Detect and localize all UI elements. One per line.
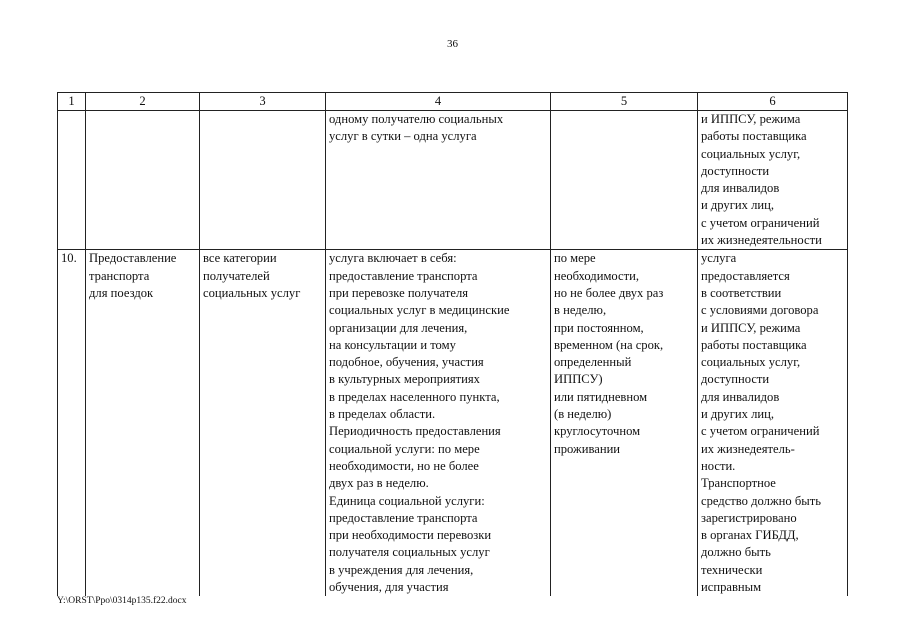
row-number-cell [58, 111, 86, 250]
cell-text-line: Транспортное [701, 476, 776, 491]
cell-text-line: в учреждения для лечения, [329, 562, 474, 577]
cell-text-line: организации для лечения, [329, 320, 468, 335]
cell-text-line: в соответствии [701, 285, 782, 300]
cell-text-line: Единица социальной услуги: [329, 493, 485, 508]
cell-text-line: определенный [554, 355, 632, 370]
page-number: 36 [447, 38, 458, 50]
cell-text-line: обучения, для участия [329, 580, 449, 595]
frequency-cell [551, 250, 698, 596]
cell-text-line: с учетом ограничений [701, 215, 820, 230]
conditions-cell [698, 250, 848, 596]
cell-text-line: социальных услуг в медицинские [329, 303, 510, 318]
services-table [57, 92, 848, 596]
cell-text-line: проживании [554, 441, 621, 456]
cell-text-line: социальной услуги: по мере [329, 441, 480, 456]
cell-text-line: предоставляется [701, 268, 790, 283]
cell-text-line: все категории [203, 251, 277, 266]
cell-text-line: для инвалидов [701, 181, 780, 196]
cell-text-line: получателя социальных услуг [329, 545, 490, 560]
table-row [58, 250, 848, 596]
column-header: 5 [551, 93, 698, 111]
frequency-cell [551, 111, 698, 250]
cell-text-line: средство должно быть [701, 493, 821, 508]
cell-text-line: и ИППСУ, режима [701, 112, 801, 126]
cell-text-line: необходимости, [554, 268, 640, 283]
file-path-footer: Y:\ORST\Ppo\0314p135.f22.docx [57, 596, 187, 606]
cell-text-line: по мере [554, 251, 596, 266]
service-content-cell [326, 250, 551, 596]
cell-text-line: социальных услуг [203, 285, 301, 300]
table-row [58, 111, 848, 250]
cell-text-line: зарегистрировано [701, 510, 797, 525]
cell-text-line: технически [701, 562, 763, 577]
cell-text-line: работы поставщика [701, 129, 807, 144]
cell-text-line: доступности [701, 372, 770, 387]
cell-text-line: социальных услуг, [701, 355, 801, 370]
column-header: 1 [58, 93, 86, 111]
column-header: 4 [326, 93, 551, 111]
cell-text-line: двух раз в неделю. [329, 476, 429, 491]
cell-text-line: услуг в сутки – одна услуга [329, 129, 477, 144]
cell-text-line: Предоставление [89, 251, 177, 266]
cell-text-line: услуга [701, 251, 737, 266]
service-name-cell [86, 111, 200, 250]
cell-text-line: для инвалидов [701, 389, 780, 404]
cell-text-line: с условиями договора [701, 303, 819, 318]
cell-text-line: исправным [701, 580, 762, 595]
cell-text-line: в неделю, [554, 303, 607, 318]
column-header: 2 [86, 93, 200, 111]
cell-text-line: и других лиц, [701, 198, 774, 213]
column-header: 3 [200, 93, 326, 111]
cell-text-line: должно быть [701, 545, 771, 560]
cell-text-line: одному получателю социальных [329, 112, 504, 126]
cell-text-line: в пределах населенного пункта, [329, 389, 500, 404]
cell-text-line: услуга включает в себя: [329, 251, 457, 266]
cell-text-line: в пределах области. [329, 407, 436, 422]
cell-text-line: ности. [701, 458, 736, 473]
cell-text-line: в органах ГИБДД, [701, 528, 799, 543]
cell-text-line: предоставление транспорта [329, 268, 478, 283]
cell-text-line: получателей [203, 268, 270, 283]
column-header: 6 [698, 93, 848, 111]
cell-text-line: предоставление транспорта [329, 510, 478, 525]
cell-text-line: при перевозке получателя [329, 285, 469, 300]
cell-text-line: для поездок [89, 285, 154, 300]
cell-text-line: работы поставщика [701, 337, 807, 352]
cell-text-line: с учетом ограничений [701, 424, 820, 439]
table-header-row [58, 93, 848, 111]
cell-text-line: социальных услуг, [701, 146, 801, 161]
cell-text-line: необходимости, но не более [329, 458, 479, 473]
cell-text-line: в культурных мероприятиях [329, 372, 480, 387]
cell-text-line: их жизнедеятель- [701, 441, 795, 456]
cell-text-line: подобное, обучения, участия [329, 355, 484, 370]
cell-text-line: доступности [701, 163, 770, 178]
cell-text-line: временном (на срок, [554, 337, 664, 352]
service-name-cell [86, 250, 200, 596]
cell-text-line: но не более двух раз [554, 285, 664, 300]
cell-text-line: их жизнедеятельности [701, 233, 822, 248]
conditions-cell [698, 111, 848, 250]
cell-text-line: транспорта [89, 268, 150, 283]
recipient-category-cell [200, 250, 326, 596]
cell-text-line: и других лиц, [701, 407, 774, 422]
service-content-cell [326, 111, 551, 250]
row-number-cell: 10. [58, 250, 86, 596]
recipient-category-cell [200, 111, 326, 250]
cell-text-line: (в неделю) [554, 407, 612, 422]
cell-text-line: ИППСУ) [554, 372, 603, 387]
cell-text-line: или пятидневном [554, 389, 648, 404]
cell-text-line: на консультации и тому [329, 337, 456, 352]
cell-text-line: и ИППСУ, режима [701, 320, 801, 335]
cell-text-line: Периодичность предоставления [329, 424, 501, 439]
cell-text-line: круглосуточном [554, 424, 641, 439]
cell-text-line: при постоянном, [554, 320, 644, 335]
cell-text-line: при необходимости перевозки [329, 528, 492, 543]
